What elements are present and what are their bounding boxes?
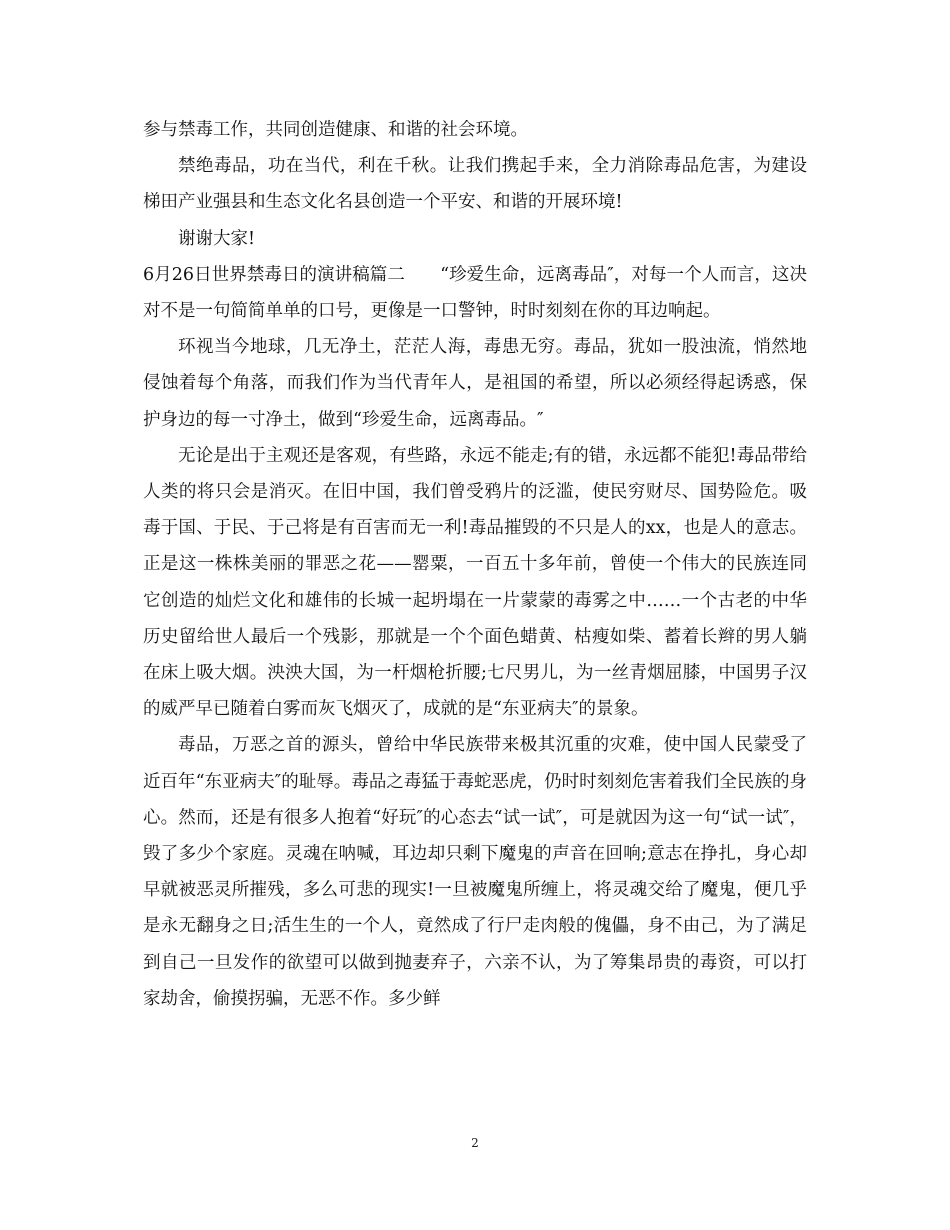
- paragraph-closing-call: 禁绝毒品，功在当代，利在千秋。让我们携起手来，全力消除毒品危害，为建设梯田产业强县和生态文化名县创造一个平安、和谐的开展环境!: [143, 156, 807, 213]
- paragraph-world-view: 环视当今地球，几无净土，茫茫人海，毒患无穷。毒品，犹如一股浊流，悄然地侵蚀着每个角落，而我们作为当代青年人，是祖国的希望，所以必须经得起诱惑，保护身边的每一寸净土，做到“珍爱生命，远离毒品。″: [143, 337, 807, 430]
- speech-two-heading-paragraph: 6月26日世界禁毒日的演讲稿篇二 “珍爱生命，远离毒品″，对每一个人而言，这决对不是一句简简单单的口号，更像是一口警钟，时时刻刻在你的耳边响起。: [143, 264, 807, 322]
- document-body: [143, 112, 807, 1017]
- paragraph-continuation: 参与禁毒工作，共同创造健康、和谐的社会环境。: [143, 120, 528, 140]
- paragraph-thanks: 谢谢大家!: [178, 228, 256, 249]
- paragraph-history: 无论是出于主观还是客观，有些路，永远不能走;有的错，永远都不能犯!毒品带给人类的将只会是消灭。在旧中国，我们曾受鸦片的泛滥，使民穷财尽、国势险危。吸毒于国、于民、于己将是有百害而无一利!毒品摧毁的不只是人的xx，也是人的意志。正是这一株株美丽的罪恶之花——罂粟，一百五十多年前，曾使一个伟大的民族连同它创造的灿烂文化和雄伟的长城一起坍塌在一片蒙蒙的毒雾之中……一个古老的中华历史留给世人最后一个残影，那就是一个个面色蜡黄、枯瘦如柴、蓄着长辫的男人躺在床上吸大烟。泱泱大国，为一杆烟枪折腰;七尺男儿，为一丝青烟屈膝，中国男子汉的威严早已随着白雾而灰飞烟灭了，成就的是“东亚病夫″的景象。: [143, 445, 807, 720]
- page-number: 2: [471, 1136, 479, 1150]
- paragraph-harm: 毒品，万恶之首的源头，曾给中华民族带来极其沉重的灾难，使中国人民蒙受了近百年“东亚病夫″的耻辱。毒品之毒猛于毒蛇恶虎，仍时时刻刻危害着我们全民族的身心。然而，还是有很多人抱着“好玩″的心态去“试一试″，可是就因为这一句“试一试″，毁了多少个家庭。灵魂在呐喊，耳边却只剩下魔鬼的声音在回响;意志在挣扎，身心却早就被恶灵所摧残，多么可悲的现实!一旦被魔鬼所缠上，将灵魂交给了魔鬼，便几乎是永无翻身之日;活生生的一个人，竟然成了行尸走肉般的傀儡，身不由己，为了满足到自己一旦发作的欲望可以做到抛妻弃子，六亲不认，为了筹集昂贵的毒资，可以打家劫舍，偷摸拐骗，无恶不作。多少鲜: [143, 735, 807, 1009]
